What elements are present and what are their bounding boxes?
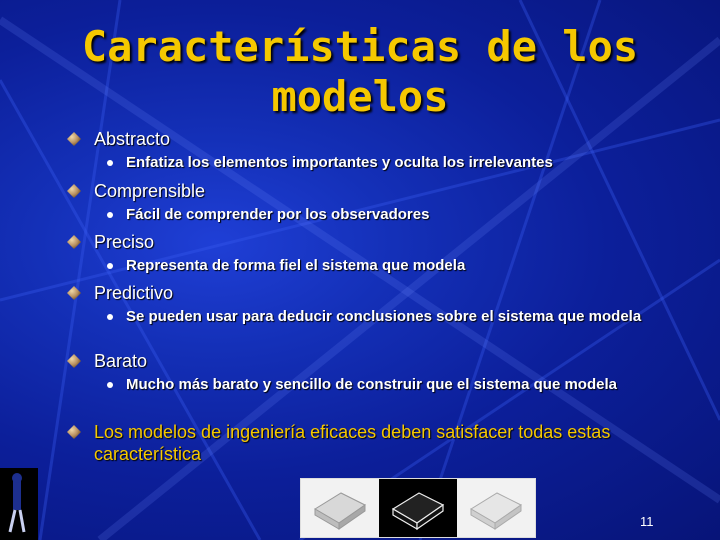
item-label: Predictivo: [94, 283, 174, 303]
item-label: Preciso: [94, 232, 155, 252]
item-label: Barato: [94, 351, 148, 371]
bronze-bullet-icon: [67, 235, 81, 249]
list-item: [67, 350, 147, 372]
item-label: Comprensible: [94, 181, 206, 201]
sub-item: [107, 376, 667, 394]
figure-thumbnail: [0, 468, 38, 540]
dot-bullet-icon: [107, 314, 113, 320]
list-item: [67, 128, 170, 150]
list-item: [67, 282, 173, 304]
conclusion-item: [67, 421, 654, 465]
bronze-bullet-icon: [67, 286, 81, 300]
sub-item: [107, 206, 667, 224]
sub-item: [107, 154, 667, 172]
dot-bullet-icon: [107, 160, 113, 166]
bronze-bullet-icon: [67, 184, 81, 198]
sub-item-text: Se pueden usar para deducir conclusiones sobre el sistema que modela: [126, 308, 642, 325]
dot-bullet-icon: [107, 263, 113, 269]
sub-item-text: Representa de forma fiel el sistema que modela: [126, 257, 466, 274]
gray-block-model-image: [301, 479, 379, 537]
page-number: 11: [640, 514, 654, 529]
bronze-bullet-icon: [67, 354, 81, 368]
wireframe-block-model-image: [457, 479, 535, 537]
slide-title: Características de los modelos: [81, 22, 639, 121]
list-item: [67, 180, 205, 202]
dot-bullet-icon: [107, 212, 113, 218]
black-block-model-image: [379, 479, 457, 537]
bronze-bullet-icon: [67, 425, 81, 439]
sub-item-text: Mucho más barato y sencillo de construir que el sistema que modela: [126, 376, 617, 393]
bronze-bullet-icon: [67, 132, 81, 146]
conclusion-text: Los modelos de ingeniería eficaces deben satisfacer todas estas característica: [94, 422, 611, 464]
sub-item: [107, 308, 667, 326]
sub-item: [107, 257, 667, 275]
item-label: Abstracto: [94, 129, 171, 149]
list-item: [67, 231, 154, 253]
sub-item-text: Fácil de comprender por los observadores: [126, 206, 430, 223]
sub-item-text: Enfatiza los elementos importantes y oculta los irrelevantes: [126, 154, 553, 171]
model-images-strip: [300, 478, 536, 538]
dot-bullet-icon: [107, 382, 113, 388]
